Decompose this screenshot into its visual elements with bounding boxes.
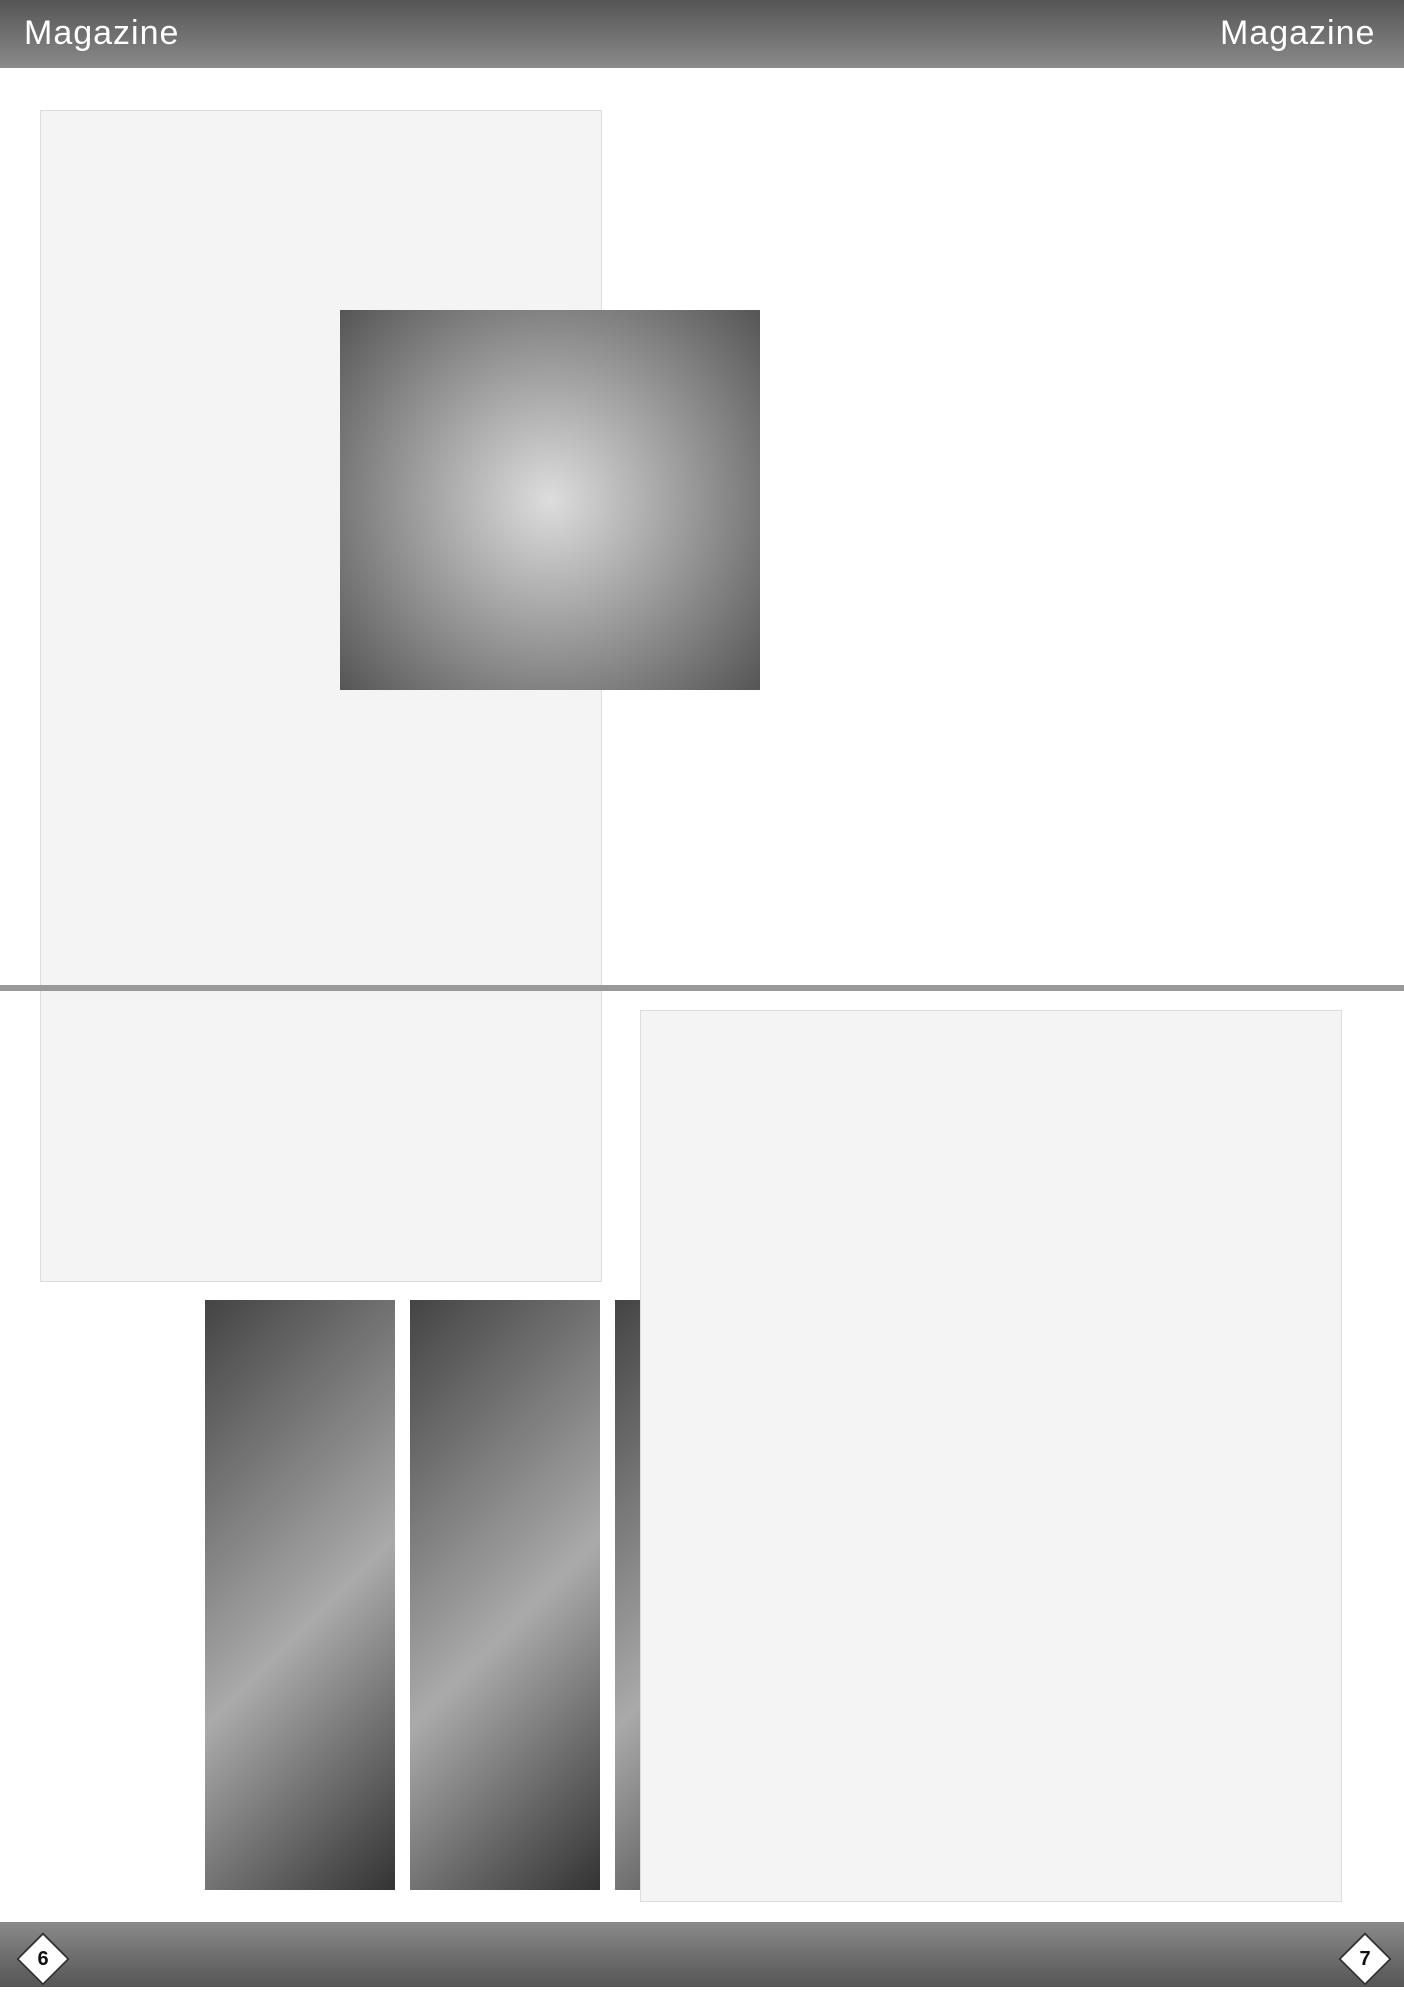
page-number-left: 6 — [16, 1932, 70, 1986]
page-fold — [0, 985, 1404, 991]
pov-article-body — [40, 110, 602, 1282]
usenet-article-body — [640, 1010, 1342, 1902]
footer-band — [0, 1922, 1404, 1987]
usenet-trashcan-illustration — [340, 310, 760, 690]
masthead-label-right: Magazine — [1220, 14, 1376, 52]
page-number-right: 7 — [1338, 1932, 1392, 1986]
car-render-image — [410, 1300, 600, 1890]
fish-render-image — [205, 1300, 395, 1890]
header-band — [0, 0, 1404, 68]
masthead-label-left: Magazine — [24, 14, 180, 52]
